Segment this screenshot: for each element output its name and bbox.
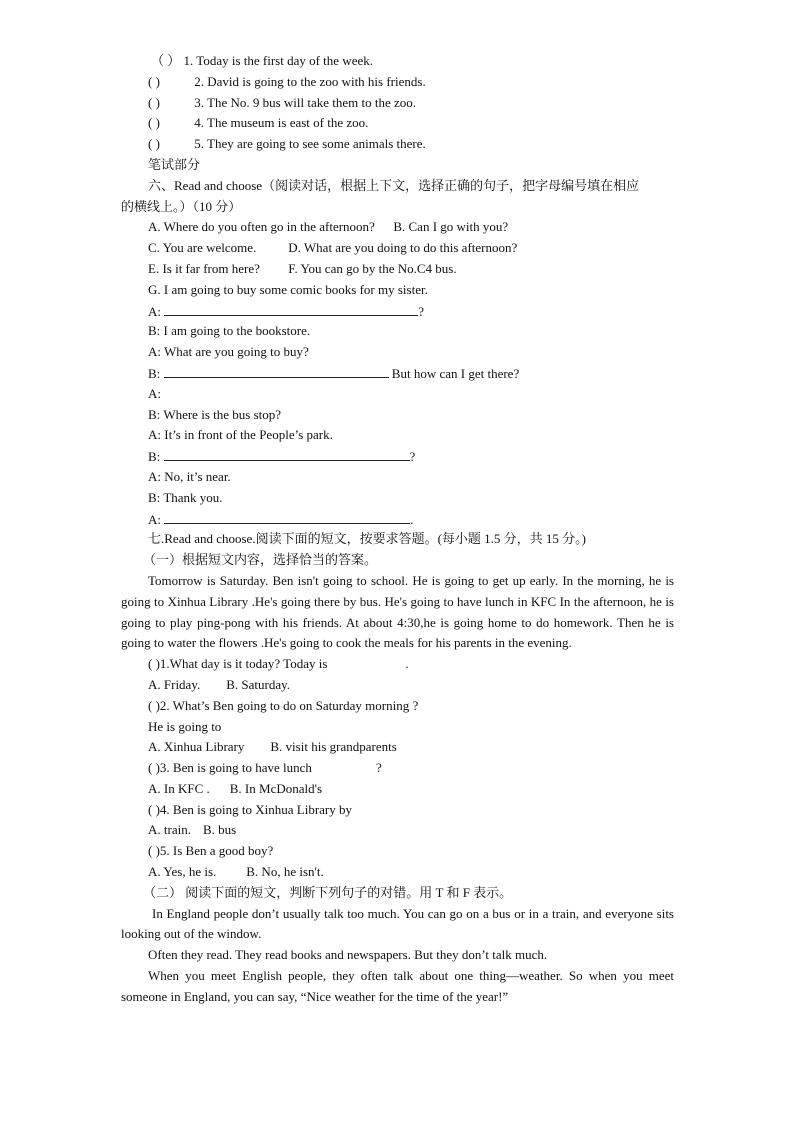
answer-paren[interactable]: （ ）	[151, 53, 181, 68]
speaker: B:	[148, 449, 161, 465]
reading-passage-2	[121, 945, 674, 966]
dialogue-text: No, it’s near.	[164, 468, 231, 484]
question	[121, 654, 674, 675]
speaker: A:	[148, 344, 161, 360]
answer-options	[121, 675, 674, 696]
dialogue-text: What are you going to buy?	[164, 344, 309, 360]
section-6-title-cont: 的横线上。）（10 分）	[121, 198, 242, 214]
dialogue-line	[121, 509, 674, 530]
answer-paren[interactable]: ( )	[148, 115, 160, 131]
dialogue-text: I am going to the bookstore.	[163, 323, 311, 339]
answer-paren[interactable]: ( )	[148, 136, 160, 152]
passage-text: Tomorrow is Saturday. Ben isn't going to school. He is going to get up early. In the morning, he is going to Xinhua Library .He's going there by bus. He's going to have lunch in KFC In the afternoon, he is going to play ping-pong with his friends. At about 4:30,he is going home to do homework. Then he is going to water the flowers .He's going to cook the meals for his parents in the evening.	[121, 572, 674, 651]
passage-text: Often they read. They read books and newspapers. But they don’t talk much.	[148, 947, 548, 963]
option-b[interactable]: B. Saturday.	[226, 676, 291, 692]
speaker: A:	[148, 511, 161, 527]
tf-item	[121, 93, 674, 114]
speaker: A:	[148, 468, 161, 484]
question-stem: 4. Ben is going to Xinhua Library by	[159, 801, 353, 817]
part-2-title: （二） 阅读下面的短文，判断下列句子的对错。用 T 和 F 表示。	[143, 884, 513, 900]
part-1-title: （一）根据短文内容，选择恰当的答案。	[143, 552, 378, 568]
answer-options	[121, 779, 674, 800]
question-stem: 1.What day is it today? Today is	[159, 656, 328, 672]
dialogue-line	[121, 488, 674, 509]
option-b: B. Can I go with you?	[393, 219, 509, 235]
speaker: A:	[148, 427, 161, 443]
speaker: A:	[148, 385, 161, 401]
dialogue-line	[121, 321, 674, 342]
reading-passage-2	[121, 904, 674, 946]
answer-blank[interactable]	[164, 301, 418, 316]
section-7	[121, 529, 674, 1007]
dialogue-text: Thank you.	[163, 489, 223, 505]
speaker: B:	[148, 323, 161, 339]
question-stem: 3. Ben is going to have lunch	[159, 760, 312, 776]
dialogue-text: ?	[409, 449, 416, 465]
tf-text: 1. Today is the first day of the week.	[183, 53, 373, 68]
answer-paren[interactable]: ( )	[148, 801, 160, 817]
dialogue-line	[121, 405, 674, 426]
option-a[interactable]: A. In KFC .	[148, 780, 210, 796]
option-b[interactable]: B. visit his grandparents	[270, 739, 397, 755]
option-a[interactable]: A. Friday.	[148, 676, 201, 692]
option-a[interactable]: A. Xinhua Library	[148, 739, 245, 755]
option-e: E. Is it far from here?	[148, 260, 260, 276]
dialogue-line	[121, 301, 674, 322]
answer-paren[interactable]: ( )	[148, 94, 160, 110]
answer-blank[interactable]	[164, 363, 389, 378]
tf-text: 4. The museum is east of the zoo.	[194, 115, 369, 131]
option-row	[121, 217, 674, 238]
tf-text: 2. David is going to the zoo with his friends.	[194, 73, 426, 89]
reading-passage-2	[121, 966, 674, 1008]
dialogue-line	[121, 425, 674, 446]
reading-passage-1	[121, 571, 674, 654]
speaker: B:	[148, 489, 161, 505]
tf-item	[121, 72, 674, 93]
answer-paren[interactable]: ( )	[148, 73, 160, 89]
dialogue-text: ?	[418, 303, 425, 319]
answer-paren[interactable]: ( )	[148, 697, 160, 713]
answer-blank[interactable]	[164, 509, 410, 524]
option-row	[121, 238, 674, 259]
answer-paren[interactable]: ( )	[148, 843, 160, 859]
answer-options	[121, 737, 674, 758]
option-row	[121, 259, 674, 280]
dialogue-text: Where is the bus stop?	[163, 406, 282, 422]
answer-blank[interactable]	[164, 446, 410, 461]
question-tail: ?	[375, 760, 382, 776]
option-row	[121, 280, 674, 301]
passage-text: When you meet English people, they often talk about one thing—weather. So when you meet someone in England, you can say, “Nice weather for the time of the year!”	[121, 968, 674, 1004]
passage-text: In England people don’t usually talk too much. You can go on a bus or in a train, and everyone sits looking out of the window.	[121, 905, 674, 942]
answer-options	[121, 862, 674, 883]
written-part-heading: 笔试部分	[148, 156, 201, 172]
option-c: C. You are welcome.	[148, 240, 257, 256]
option-a[interactable]: A. Yes, he is.	[148, 864, 217, 880]
listening-tf-list	[121, 51, 674, 155]
dialogue-text: It’s in front of the People’s park.	[164, 427, 333, 443]
tf-item	[121, 134, 674, 155]
question-tail: .	[405, 656, 409, 672]
option-a: A. Where do you often go in the afternoon?	[148, 219, 375, 235]
speaker: B:	[148, 365, 161, 381]
question-extra: He is going to	[148, 718, 222, 734]
tf-item	[121, 113, 674, 134]
option-g: G. I am going to buy some comic books for my sister.	[148, 281, 428, 297]
question	[121, 841, 674, 862]
answer-options	[121, 820, 674, 841]
dialogue-line	[121, 342, 674, 363]
option-b[interactable]: B. In McDonald's	[229, 780, 323, 796]
tf-item	[121, 51, 674, 72]
dialogue-line	[121, 363, 674, 384]
question-stem: 5. Is Ben a good boy?	[159, 843, 274, 859]
option-b[interactable]: B. No, he isn't.	[246, 864, 324, 880]
dialogue-text: But how can I get there?	[388, 365, 520, 381]
question-stem: 2. What’s Ben going to do on Saturday morning ?	[159, 697, 419, 713]
option-b[interactable]: B. bus	[202, 822, 237, 838]
answer-paren[interactable]: ( )	[148, 760, 160, 776]
section-6	[121, 176, 674, 530]
tf-text: 5. They are going to see some animals there.	[194, 136, 426, 152]
option-a[interactable]: A. train.	[148, 822, 191, 838]
answer-paren[interactable]: ( )	[148, 656, 160, 672]
speaker: A:	[148, 303, 161, 319]
dialogue-line	[121, 384, 674, 405]
dialogue-line	[121, 467, 674, 488]
question	[121, 758, 674, 779]
question	[121, 800, 674, 821]
section-6-title: 六、Read and choose（阅读对话，根据上下文，选择正确的句子，把字母编号填在相应	[148, 177, 640, 193]
question	[121, 696, 674, 717]
tf-text: 3. The No. 9 bus will take them to the zoo.	[194, 94, 417, 110]
option-d: D. What are you doing to do this afternoon?	[288, 240, 518, 256]
dialogue-line	[121, 446, 674, 467]
option-f: F. You can go by the No.C4 bus.	[288, 260, 457, 276]
speaker: B:	[148, 406, 161, 422]
exam-page	[121, 51, 674, 1008]
section-7-title: 七.Read and choose.阅读下面的短文，按要求答题。(每小题 1.5 分，共 15 分。)	[148, 531, 586, 547]
dialogue-text: .	[410, 511, 414, 527]
